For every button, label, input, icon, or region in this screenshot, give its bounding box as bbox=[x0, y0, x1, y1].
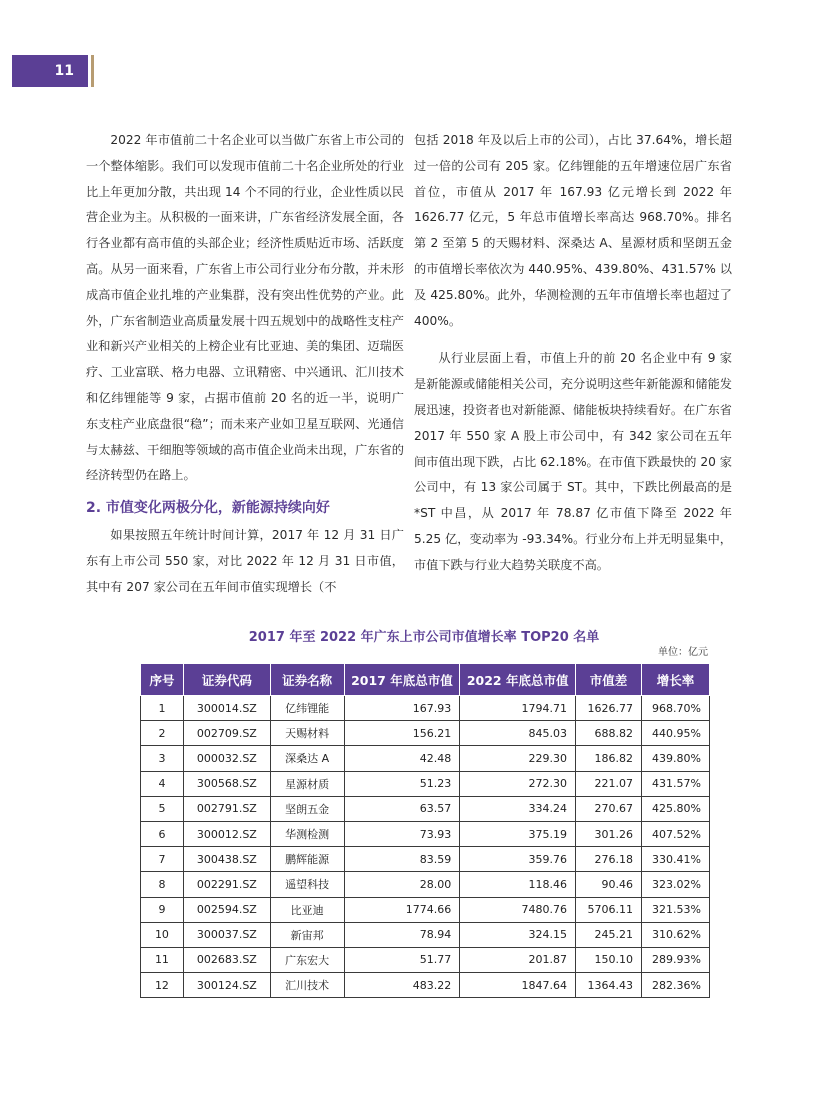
table-row bbox=[141, 696, 710, 721]
table-cell: 1364.43 bbox=[576, 973, 642, 998]
table-cell: 002594.SZ bbox=[183, 897, 270, 922]
table-row bbox=[141, 796, 710, 821]
table-cell: 483.22 bbox=[344, 973, 460, 998]
table-cell: 11 bbox=[141, 947, 184, 972]
table-cell: 4 bbox=[141, 771, 184, 796]
table-cell: 440.95% bbox=[642, 721, 710, 746]
table-cell: 6 bbox=[141, 821, 184, 846]
table-cell: 12 bbox=[141, 973, 184, 998]
header-cell: 证券名称 bbox=[270, 664, 344, 696]
table-cell: 321.53% bbox=[642, 897, 710, 922]
table-cell: 167.93 bbox=[344, 696, 460, 721]
table-cell: 华测检测 bbox=[270, 821, 344, 846]
table-cell: 431.57% bbox=[642, 771, 710, 796]
table-cell: 300568.SZ bbox=[183, 771, 270, 796]
table-row bbox=[141, 872, 710, 897]
table-cell: 156.21 bbox=[344, 721, 460, 746]
table-cell: 汇川技术 bbox=[270, 973, 344, 998]
table-cell: 5 bbox=[141, 796, 184, 821]
right-column bbox=[414, 128, 732, 579]
table-cell: 7 bbox=[141, 847, 184, 872]
table-row bbox=[141, 947, 710, 972]
table-cell: 300014.SZ bbox=[183, 696, 270, 721]
table-cell: 359.76 bbox=[460, 847, 576, 872]
table-header bbox=[141, 664, 710, 696]
table-cell: 688.82 bbox=[576, 721, 642, 746]
table-row bbox=[141, 973, 710, 998]
table-cell: 300037.SZ bbox=[183, 922, 270, 947]
header-cell: 2017 年底总市值 bbox=[344, 664, 460, 696]
table-cell: 9 bbox=[141, 897, 184, 922]
table-cell: 407.52% bbox=[642, 821, 710, 846]
table-cell: 300012.SZ bbox=[183, 821, 270, 846]
left-column bbox=[86, 128, 404, 601]
table-cell: 300438.SZ bbox=[183, 847, 270, 872]
right-paragraph-2: 从行业层面上看，市值上升的前 20 名企业中有 9 家是新能源或储能相关公司，充分说明这些年新能源和储能发展迅速，投资者也对新能源、储能板块持续看好。在广东省 2017 年 550 家 A 股上市公司中，有 342 家公司在五年间市值出现下跌，占比 62.18%。在市值下跌最快的 20 家公司中，有 13 家公司属于 ST。其中，下跌比例最高的是 *ST 中昌，从 2017 年 78.87 亿市值下降至 2022 年 5.25 亿，变动率为 -93.34%。行业分布上并无明显集中，市值下跌与行业大趋势关联度不高。 bbox=[414, 351, 732, 572]
table-row bbox=[141, 821, 710, 846]
table-cell: 000032.SZ bbox=[183, 746, 270, 771]
table-title: 2017 年至 2022 年广东上市公司市值增长率 TOP20 名单 bbox=[248, 630, 600, 645]
table-cell: 8 bbox=[141, 872, 184, 897]
left-paragraph-2: 如果按照五年统计时间计算，2017 年 12 月 31 日广东有上市公司 550 家，对比 2022 年 12 月 31 日市值，其中有 207 家公司在五年间市值实现增长（不 bbox=[86, 528, 404, 594]
table-cell: 5706.11 bbox=[576, 897, 642, 922]
table-cell: 002683.SZ bbox=[183, 947, 270, 972]
table-cell: 300124.SZ bbox=[183, 973, 270, 998]
table-cell: 1 bbox=[141, 696, 184, 721]
header-cell: 序号 bbox=[141, 664, 184, 696]
left-paragraph-1: 2022 年市值前二十名企业可以当做广东省上市公司的一个整体缩影。我们可以发现市值前二十名企业所处的行业比上年更加分散，共出现 14 个不同的行业，企业性质以民营企业为主。从积极的一面来讲，广东省经济发展全面，各行各业都有高市值的头部企业；经济性质贴近市场、活跃度高。从另一面来看，广东省上市公司行业分布分散，并未形成高市值企业扎堆的产业集群，没有突出性优势的产业。此外，广东省制造业高质量发展十四五规划中的战略性支柱产业和新兴产业相关的上榜企业有比亚迪、美的集团、迈瑞医疗、工业富联、格力电器、立讯精密、中兴通讯、汇川技术和亿纬锂能等 9 家，占据市值前 20 名的近一半，说明广东支柱产业底盘很“稳”；而未来产业如卫星互联网、光通信与太赫兹、干细胞等领域的高市值企业尚未出现，广东省的经济转型仍在路上。 bbox=[86, 133, 404, 483]
table-cell: 002709.SZ bbox=[183, 721, 270, 746]
table-cell: 301.26 bbox=[576, 821, 642, 846]
header-cell: 证券代码 bbox=[183, 664, 270, 696]
header-cell: 2022 年底总市值 bbox=[460, 664, 576, 696]
table-cell: 深桑达 A bbox=[270, 746, 344, 771]
table-cell: 330.41% bbox=[642, 847, 710, 872]
table-body bbox=[141, 696, 710, 998]
table-row bbox=[141, 897, 710, 922]
table-cell: 221.07 bbox=[576, 771, 642, 796]
table-cell: 90.46 bbox=[576, 872, 642, 897]
table-cell: 83.59 bbox=[344, 847, 460, 872]
table-cell: 鹏辉能源 bbox=[270, 847, 344, 872]
table-cell: 1626.77 bbox=[576, 696, 642, 721]
table-cell: 坚朗五金 bbox=[270, 796, 344, 821]
table-cell: 334.24 bbox=[460, 796, 576, 821]
table-cell: 比亚迪 bbox=[270, 897, 344, 922]
table-cell: 282.36% bbox=[642, 973, 710, 998]
table-cell: 2 bbox=[141, 721, 184, 746]
table-cell: 270.67 bbox=[576, 796, 642, 821]
table-cell: 201.87 bbox=[460, 947, 576, 972]
table-unit: 单位：亿元 bbox=[658, 647, 708, 658]
table-cell: 272.30 bbox=[460, 771, 576, 796]
table-cell: 新宙邦 bbox=[270, 922, 344, 947]
table-cell: 276.18 bbox=[576, 847, 642, 872]
table-cell: 51.23 bbox=[344, 771, 460, 796]
table-cell: 002291.SZ bbox=[183, 872, 270, 897]
table-cell: 星源材质 bbox=[270, 771, 344, 796]
table-cell: 63.57 bbox=[344, 796, 460, 821]
page-number: 11 bbox=[54, 63, 74, 79]
table-cell: 439.80% bbox=[642, 746, 710, 771]
table-header-row bbox=[141, 664, 710, 696]
table-row bbox=[141, 847, 710, 872]
table-cell: 遥望科技 bbox=[270, 872, 344, 897]
table-cell: 28.00 bbox=[344, 872, 460, 897]
table-cell: 310.62% bbox=[642, 922, 710, 947]
right-paragraph-1: 包括 2018 年及以后上市的公司），占比 37.64%，增长超过一倍的公司有 205 家。亿纬锂能的五年增速位居广东省首位，市值从 2017 年 167.93 亿元增长到 2022 年 1626.77 亿元，5 年总市值增长率高达 968.70%。排名第 2 至第 5 的天赐材料、深桑达 A、星源材质和坚朗五金的市值增长率依次为 440.95%、439.80%、431.57% 以及 425.80%。此外，华测检测的五年市值增长率也超过了 400%。 bbox=[414, 133, 732, 328]
table-cell: 亿纬锂能 bbox=[270, 696, 344, 721]
table-cell: 1794.71 bbox=[460, 696, 576, 721]
table-row bbox=[141, 746, 710, 771]
table-cell: 186.82 bbox=[576, 746, 642, 771]
table-cell: 425.80% bbox=[642, 796, 710, 821]
table-row bbox=[141, 922, 710, 947]
table-cell: 3 bbox=[141, 746, 184, 771]
table-cell: 73.93 bbox=[344, 821, 460, 846]
header-cell: 市值差 bbox=[576, 664, 642, 696]
table-cell: 7480.76 bbox=[460, 897, 576, 922]
table-cell: 968.70% bbox=[642, 696, 710, 721]
page-number-tab bbox=[12, 55, 88, 87]
table-cell: 78.94 bbox=[344, 922, 460, 947]
table-cell: 845.03 bbox=[460, 721, 576, 746]
table-cell: 天赐材料 bbox=[270, 721, 344, 746]
table-cell: 118.46 bbox=[460, 872, 576, 897]
table-cell: 51.77 bbox=[344, 947, 460, 972]
table-cell: 10 bbox=[141, 922, 184, 947]
table-cell: 1847.64 bbox=[460, 973, 576, 998]
table-cell: 375.19 bbox=[460, 821, 576, 846]
header-cell: 增长率 bbox=[642, 664, 710, 696]
table-cell: 42.48 bbox=[344, 746, 460, 771]
page-tab-divider bbox=[91, 55, 94, 87]
table-cell: 229.30 bbox=[460, 746, 576, 771]
table-row bbox=[141, 721, 710, 746]
table-cell: 324.15 bbox=[460, 922, 576, 947]
table-cell: 广东宏大 bbox=[270, 947, 344, 972]
table-row bbox=[141, 771, 710, 796]
table-cell: 289.93% bbox=[642, 947, 710, 972]
table-cell: 1774.66 bbox=[344, 897, 460, 922]
table-cell: 245.21 bbox=[576, 922, 642, 947]
section-heading: 2. 市值变化两极分化，新能源持续向好 bbox=[86, 500, 330, 517]
table-cell: 002791.SZ bbox=[183, 796, 270, 821]
growth-table bbox=[140, 663, 710, 998]
table-cell: 323.02% bbox=[642, 872, 710, 897]
table-cell: 150.10 bbox=[576, 947, 642, 972]
